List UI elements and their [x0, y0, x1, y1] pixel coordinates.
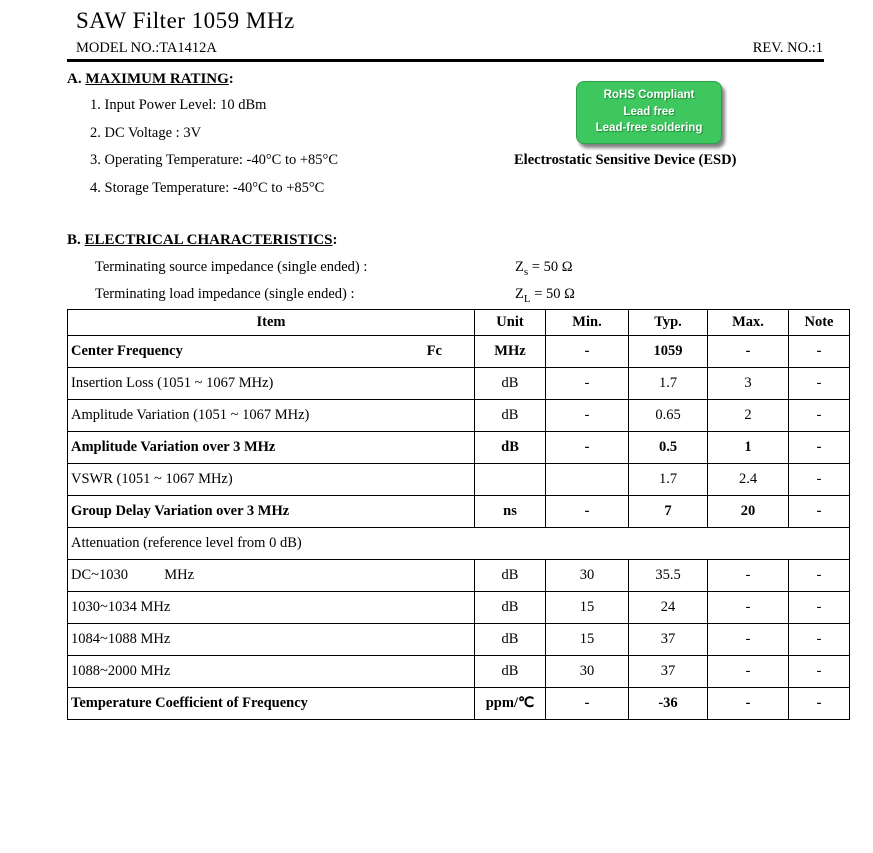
cell-min: - [546, 496, 629, 528]
cell-typ: 35.5 [629, 560, 708, 592]
cell-note: - [789, 336, 850, 368]
source-impedance-line [95, 259, 572, 278]
cell-unit: MHz [475, 336, 546, 368]
load-impedance-label: Terminating load impedance (single ended) : [95, 286, 355, 302]
table-row [68, 336, 850, 368]
cell-typ: 7 [629, 496, 708, 528]
badge-line: Lead-free soldering [595, 122, 703, 135]
cell-max: 2 [708, 400, 789, 432]
load-impedance-symbol: Z [515, 286, 524, 302]
cell-item: Amplitude Variation over 3 MHz [68, 432, 475, 464]
cell-note: - [789, 592, 850, 624]
model-number: MODEL NO.:TA1412A [76, 40, 217, 56]
cell-typ: 1059 [629, 336, 708, 368]
cell-min [546, 464, 629, 496]
table-row [68, 400, 850, 432]
cell-unit: ns [475, 496, 546, 528]
rating-item: 1. Input Power Level: 10 dBm [90, 97, 267, 113]
cell-unit: dB [475, 560, 546, 592]
cell-note: - [789, 560, 850, 592]
table-row [68, 592, 850, 624]
source-impedance-symbol: Z [515, 259, 524, 275]
cell-typ: 1.7 [629, 368, 708, 400]
section-b-heading [67, 232, 338, 249]
cell-item-span: Attenuation (reference level from 0 dB) [68, 528, 850, 560]
cell-unit: dB [475, 592, 546, 624]
column-header: Unit [475, 310, 546, 336]
cell-note: - [789, 400, 850, 432]
cell-item: Temperature Coefficient of Frequency [68, 688, 475, 720]
cell-min: 15 [546, 624, 629, 656]
cell-typ: 0.5 [629, 432, 708, 464]
cell-note: - [789, 624, 850, 656]
cell-typ: 37 [629, 624, 708, 656]
column-header: Note [789, 310, 850, 336]
cell-unit: ppm/℃ [475, 688, 546, 720]
column-header: Item [68, 310, 475, 336]
model-rev-row [76, 40, 823, 57]
cell-unit: dB [475, 624, 546, 656]
cell-unit: dB [475, 656, 546, 688]
cell-max: - [708, 336, 789, 368]
cell-item: Group Delay Variation over 3 MHz [68, 496, 475, 528]
cell-min: 30 [546, 656, 629, 688]
item-symbol: Fc [426, 343, 442, 359]
table-row [68, 656, 850, 688]
rating-item: 4. Storage Temperature: -40°C to +85°C [90, 179, 325, 196]
cell-max: 20 [708, 496, 789, 528]
table-row [68, 368, 850, 400]
cell-typ: 24 [629, 592, 708, 624]
cell-typ: -36 [629, 688, 708, 720]
cell-typ: 37 [629, 656, 708, 688]
maximum-rating-list [90, 97, 338, 207]
cell-max: - [708, 688, 789, 720]
cell-min: 15 [546, 592, 629, 624]
characteristics-table [67, 309, 850, 720]
cell-unit: dB [475, 368, 546, 400]
cell-typ: 0.65 [629, 400, 708, 432]
section-a-title: MAXIMUM RATING [85, 71, 229, 87]
column-header: Typ. [629, 310, 708, 336]
cell-item: Amplitude Variation (1051 ~ 1067 MHz) [68, 400, 475, 432]
cell-note: - [789, 496, 850, 528]
rating-item: 2. DC Voltage : 3V [90, 124, 202, 141]
source-impedance-value: = 50 Ω [528, 259, 573, 275]
item-label: Center Frequency [71, 343, 183, 359]
source-impedance-subscript: s [523, 265, 529, 278]
section-b-colon: : [332, 232, 338, 248]
cell-item: 1084~1088 MHz [68, 624, 475, 656]
cell-min: - [546, 432, 629, 464]
column-header: Max. [708, 310, 789, 336]
cell-min: - [546, 400, 629, 432]
cell-max: - [708, 624, 789, 656]
cell-max: - [708, 656, 789, 688]
table-row [68, 464, 850, 496]
table-row [68, 528, 850, 560]
table-row [68, 624, 850, 656]
table-row [68, 432, 850, 464]
section-b-title: ELECTRICAL CHARACTERISTICS [84, 232, 333, 248]
cell-max: - [708, 560, 789, 592]
cell-min: - [546, 688, 629, 720]
source-impedance-label: Terminating source impedance (single ended) : [95, 259, 368, 275]
cell-max: 2.4 [708, 464, 789, 496]
cell-item [68, 336, 475, 368]
cell-max: 1 [708, 432, 789, 464]
revision-number: REV. NO.:1 [752, 40, 823, 56]
section-a-prefix: A. [67, 71, 86, 87]
section-a-colon: : [228, 71, 234, 87]
column-header: Min. [546, 310, 629, 336]
cell-typ: 1.7 [629, 464, 708, 496]
section-b-prefix: B. [67, 232, 85, 248]
esd-warning-text: Electrostatic Sensitive Device (ESD) [514, 152, 737, 168]
cell-note: - [789, 464, 850, 496]
rohs-compliant-badge [576, 81, 722, 144]
cell-max: 3 [708, 368, 789, 400]
table-row [68, 560, 850, 592]
cell-item: Insertion Loss (1051 ~ 1067 MHz) [68, 368, 475, 400]
load-impedance-value: = 50 Ω [530, 286, 575, 302]
section-a-heading [67, 71, 234, 88]
cell-note: - [789, 656, 850, 688]
cell-max: - [708, 592, 789, 624]
load-impedance-line [95, 286, 575, 305]
cell-min: 30 [546, 560, 629, 592]
table-header-row [68, 310, 850, 336]
load-impedance-subscript: L [523, 292, 531, 305]
cell-unit: dB [475, 400, 546, 432]
header-divider [67, 59, 824, 62]
cell-min: - [546, 368, 629, 400]
table-row [68, 688, 850, 720]
page-title: SAW Filter 1059 MHz [76, 8, 295, 33]
cell-note: - [789, 432, 850, 464]
table-row [68, 496, 850, 528]
cell-item: 1088~2000 MHz [68, 656, 475, 688]
cell-note: - [789, 688, 850, 720]
badge-line: RoHS Compliant [603, 89, 695, 101]
cell-item: 1030~1034 MHz [68, 592, 475, 624]
cell-note: - [789, 368, 850, 400]
badge-line: Lead free [623, 105, 675, 118]
rating-item: 3. Operating Temperature: -40°C to +85°C [90, 152, 339, 168]
cell-min: - [546, 336, 629, 368]
cell-item: VSWR (1051 ~ 1067 MHz) [68, 464, 475, 496]
cell-unit: dB [475, 432, 546, 464]
cell-item: DC~1030 MHz [68, 560, 475, 592]
cell-unit [475, 464, 546, 496]
